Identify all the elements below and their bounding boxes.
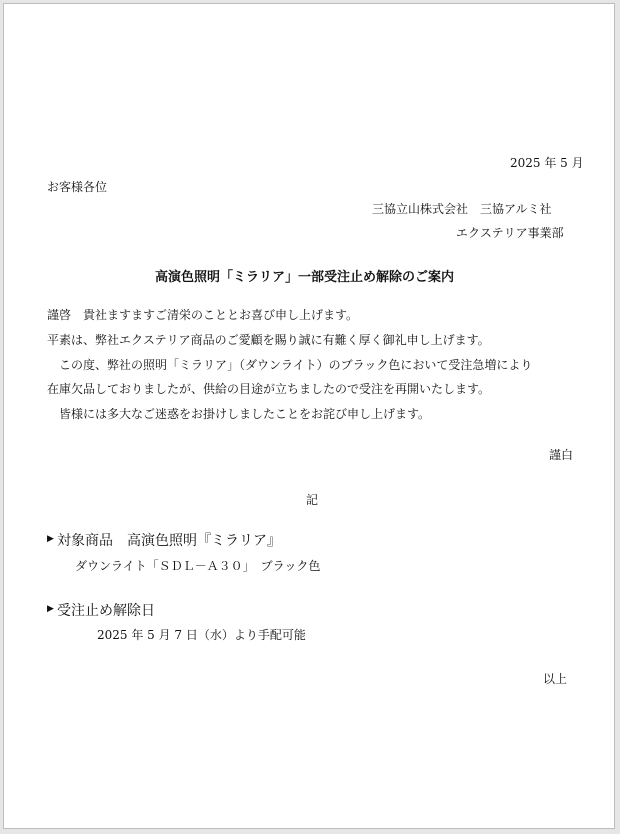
body-line-4: 在庫欠品しておりましたが、供給の目途が立ちましたので受注を再開いたします。: [47, 382, 491, 396]
body-line-3: この度、弊社の照明「ミラリア」（ダウンライト）のブラック色において受注急増により: [47, 358, 533, 372]
closing-remark: 謹白: [549, 448, 574, 462]
release-detail: 2025 年 5 月 7 日（水）より手配可能: [97, 628, 306, 642]
product-heading: 対象商品 高演色照明『ミラリア』: [57, 533, 281, 549]
body-line-1: 謹啓 貴社ますますご清栄のこととお喜び申し上げます。: [47, 308, 359, 322]
triangle-right-icon: ▶: [47, 534, 54, 544]
date: 2025 年 5 月: [510, 156, 584, 170]
body-line-5: 皆様には多大なご迷惑をお掛けしましたことをお詫び申し上げます。: [47, 407, 431, 421]
document-title: 高演色照明「ミラリア」一部受注止め解除のご案内: [155, 270, 455, 285]
notes-heading: 記: [306, 493, 319, 507]
body-line-2: 平素は、弊社エクステリア商品のご愛顧を賜り誠に有難く厚く御礼申し上げます。: [47, 333, 490, 347]
release-heading: 受注止め解除日: [57, 603, 155, 619]
document-page: [3, 3, 615, 829]
triangle-right-icon: ▶: [47, 604, 54, 614]
end-remark: 以上: [543, 672, 568, 686]
company-name: 三協立山株式会社 三協アルミ社: [372, 202, 552, 216]
department-name: エクステリア事業部: [456, 226, 564, 240]
product-detail: ダウンライト「ＳＤＬ－Ａ３０」 ブラック色: [75, 559, 321, 573]
addressee: お客様各位: [47, 180, 108, 194]
